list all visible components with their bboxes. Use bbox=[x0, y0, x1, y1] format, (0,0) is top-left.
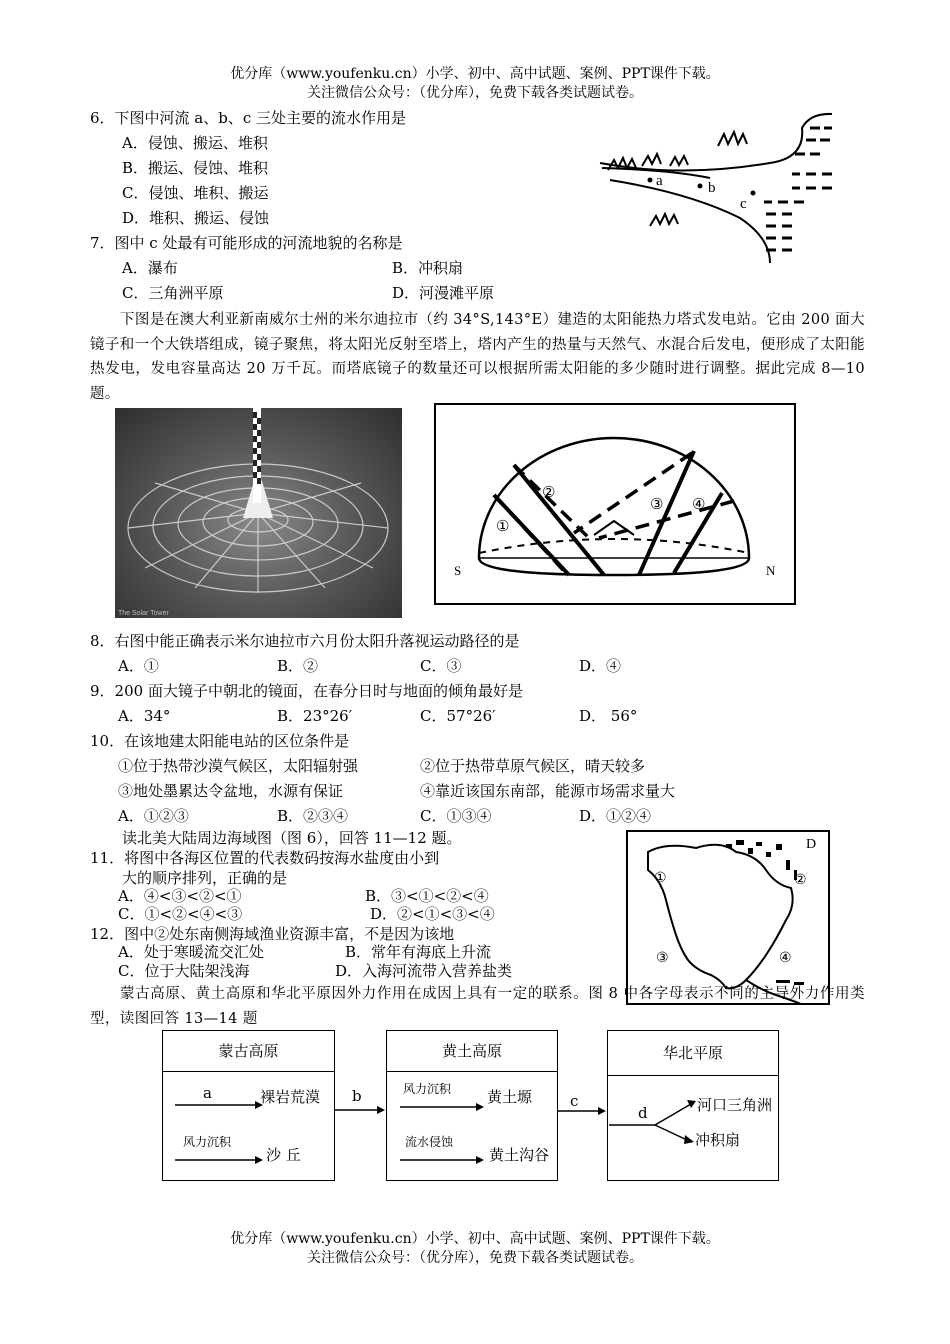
box3-item2: 冲积扇 bbox=[695, 1131, 741, 1149]
q11-option-c: C．①<②<④<③ bbox=[118, 905, 243, 923]
link2-label: c bbox=[570, 1092, 579, 1110]
sun-path-figure bbox=[434, 403, 796, 605]
map-label-1: ① bbox=[654, 870, 667, 886]
box3-item1: 河口三角洲 bbox=[697, 1096, 773, 1114]
header-line-1: 优分库（www.youfenku.cn）小学、初中、高中试题、案例、PPT课件下载。 bbox=[230, 66, 720, 82]
q6-option-d: D．堆积、搬运、侵蚀 bbox=[122, 209, 270, 227]
q10-option-c: C．①③④ bbox=[420, 807, 492, 825]
box1-title: 蒙古高原 bbox=[163, 1031, 334, 1072]
sun-label-4: ④ bbox=[692, 495, 706, 513]
map-intro: 读北美大陆周边海域图（图 6），回答 11—12 题。 bbox=[122, 829, 462, 847]
q7-option-a: A．瀑布 bbox=[122, 259, 178, 277]
q9-option-c: C．57°26′ bbox=[420, 707, 496, 725]
footer-line-1: 优分库（www.youfenku.cn）小学、初中、高中试题、案例、PPT课件下载。 bbox=[230, 1231, 720, 1247]
sun-label-north: N bbox=[766, 563, 776, 578]
q8-option-b: B．② bbox=[277, 657, 319, 675]
box2-arrow2-label: 流水侵蚀 bbox=[405, 1135, 454, 1149]
river-label-a: a bbox=[656, 173, 663, 189]
q11-option-a: A．④<③<②<① bbox=[118, 887, 242, 905]
box2-item1: 黄土塬 bbox=[487, 1088, 533, 1106]
q9-option-b: B．23°26′ bbox=[277, 707, 353, 725]
footer-line-2: 关注微信公众号：（优分库），免费下载各类试题试卷。 bbox=[307, 1250, 643, 1266]
box1-arrows bbox=[170, 1095, 265, 1135]
north-america-map bbox=[626, 830, 830, 1005]
map-label-4: ④ bbox=[779, 950, 792, 966]
q8-option-d: D．④ bbox=[579, 657, 622, 675]
q8-option-c: C．③ bbox=[420, 657, 462, 675]
box2-arrow1-label: 风力沉积 bbox=[403, 1082, 452, 1096]
box3-arrow-label: d bbox=[638, 1104, 648, 1122]
q10-item-1: ①位于热带沙漠气候区，太阳辐射强 bbox=[118, 757, 359, 775]
q7-option-c: C．三角洲平原 bbox=[122, 284, 224, 302]
sea-dashes bbox=[764, 128, 832, 250]
sun-label-south: S bbox=[454, 563, 462, 578]
q10-item-2: ②位于热带草原气候区，晴天较多 bbox=[420, 757, 646, 775]
q12-option-b: B．常年有海底上升流 bbox=[345, 943, 492, 961]
q8-stem: 8．右图中能正确表示米尔迪拉市六月份太阳升落视运动路径的是 bbox=[90, 632, 520, 650]
photo-caption: The Solar Tower bbox=[118, 610, 169, 617]
q10-option-b: B．②③④ bbox=[277, 807, 349, 825]
box1-item1: 裸岩荒漠 bbox=[260, 1088, 321, 1106]
q10-item-3: ③地处墨累达令盆地，水源有保证 bbox=[118, 782, 344, 800]
box3-title: 华北平原 bbox=[608, 1031, 778, 1076]
q9-option-a: A．34° bbox=[118, 707, 171, 725]
header-line-2: 关注微信公众号：（优分库），免费下载各类试题试卷。 bbox=[307, 85, 643, 101]
q10-option-a: A．①②③ bbox=[118, 807, 189, 825]
q11-stem-1: 11．将图中各海区位置的代表数码按海水盐度由小到 bbox=[90, 849, 440, 867]
map-label-2: ② bbox=[794, 872, 807, 888]
q6-option-b: B．搬运、侵蚀、堆积 bbox=[122, 159, 269, 177]
passage-solar-station: 下图是在澳大利亚新南威尔士州的米尔迪拉市（约 34°S,143°E）建造的太阳能热力塔式发电站。它由 200 面大镜子和一个大铁塔组成，镜子聚焦，将太阳光反射至塔上，塔内产生的热量与天然气、水混合后发电，便形成了太阳能热发电，发电容量高达 20 万千瓦。而塔底镜子的数量还可以根据所需太阳能的多少随时进行调整。据此完成 8—10 题。 bbox=[90, 312, 865, 402]
river-label-c: c bbox=[740, 196, 747, 212]
q12-stem: 12．图中②处东南侧海域渔业资源丰富，不是因为该地 bbox=[90, 925, 455, 943]
sun-label-1: ① bbox=[496, 517, 510, 535]
river-label-b: b bbox=[708, 180, 716, 196]
box1-arrow1-label: a bbox=[203, 1084, 212, 1102]
box1-arrow2-label: 风力沉积 bbox=[183, 1135, 232, 1149]
q10-item-4: ④靠近该国东南部，能源市场需求量大 bbox=[420, 782, 676, 800]
q11-stem-2: 大的顺序排列，正确的是 bbox=[122, 869, 288, 887]
q7-option-b: B．冲积扇 bbox=[392, 259, 464, 277]
sun-label-3: ③ bbox=[650, 495, 664, 513]
q6-option-c: C．侵蚀、堆积、搬运 bbox=[122, 184, 269, 202]
link1-label: b bbox=[352, 1087, 362, 1105]
q7-stem: 7．图中 c 处最有可能形成的河流地貌的名称是 bbox=[90, 234, 403, 252]
q10-stem: 10．在该地建太阳能电站的区位条件是 bbox=[90, 732, 350, 750]
solar-tower-photo bbox=[115, 408, 402, 618]
q8-option-a: A．① bbox=[118, 657, 159, 675]
svg-text:D: D bbox=[806, 837, 817, 852]
q10-option-d: D．①②④ bbox=[579, 807, 652, 825]
link1-arrow bbox=[335, 1100, 387, 1120]
q9-option-d: D． 56° bbox=[579, 707, 638, 725]
q11-option-b: B．③<①<②<④ bbox=[365, 887, 489, 905]
q11-option-d: D．②<①<③<④ bbox=[370, 905, 495, 923]
q6-stem: 6．下图中河流 a、b、c 三处主要的流水作用是 bbox=[90, 109, 407, 127]
q12-option-c: C．位于大陆架浅海 bbox=[118, 962, 250, 980]
q12-option-a: A．处于寒暖流交汇处 bbox=[118, 943, 264, 961]
sun-label-2: ② bbox=[542, 483, 556, 501]
box2-title: 黄土高原 bbox=[387, 1031, 557, 1072]
box1-item2: 沙 丘 bbox=[266, 1146, 301, 1164]
q12-option-d: D．入海河流带入营养盐类 bbox=[335, 962, 513, 980]
passage-plateaus: 蒙古高原、黄土高原和华北平原因外力作用在成因上具有一定的联系。图 8 中各字母表示不同的主导外力作用类型，读图回答 13—14 题 bbox=[90, 986, 865, 1027]
map-label-3: ③ bbox=[656, 950, 669, 966]
box2-item2: 黄土沟谷 bbox=[489, 1146, 550, 1164]
box3-branch-arrows bbox=[607, 1090, 702, 1150]
q7-option-d: D．河漫滩平原 bbox=[392, 284, 495, 302]
river-figure bbox=[570, 108, 840, 273]
link2-arrow bbox=[558, 1101, 608, 1121]
q9-stem: 9．200 面大镜子中朝北的镜面，在春分日时与地面的倾角最好是 bbox=[90, 682, 523, 700]
q6-option-a: A．侵蚀、搬运、堆积 bbox=[122, 134, 268, 152]
